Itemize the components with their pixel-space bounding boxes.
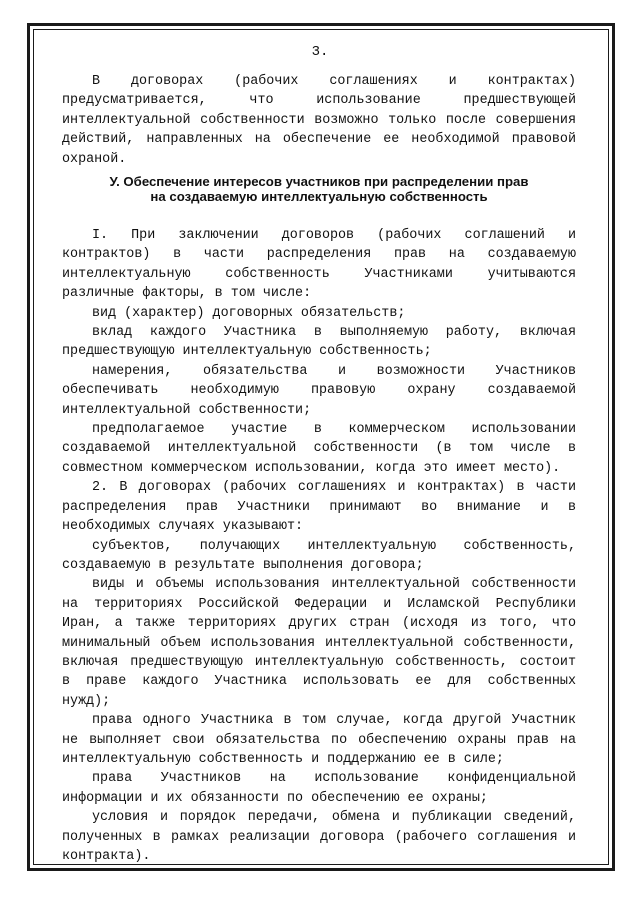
list-item-3: намерения, обязательства и возможности Участников обеспечивать необходимую правовую охрану создаваемой интеллектуальной собственности; [62, 363, 576, 418]
section-heading-line-2: на создаваемую интеллектуальную собственность [150, 189, 488, 204]
intro-block [62, 72, 576, 169]
paragraph-1: I. При заключении договоров (рабочих соглашений и контрактов) в части распределения прав на создаваемую интеллектуальную собственность Участниками учитываются различные факторы, в том числе: [62, 228, 576, 302]
paragraph-2: 2. В договорах (рабочих соглашениях и контрактах) в части распределения прав Участники принимают во внимание и в необходимых случаях указывают: [62, 480, 576, 535]
section-heading [62, 174, 576, 204]
intro-paragraph: В договорах (рабочих соглашениях и контрактах) предусматривается, что использование предшествующей интеллектуальной собственности возможно только после совершения действий, направленных на обеспечение ее необходимой правовой охраной. [62, 74, 576, 167]
list-item-6: виды и объемы использования интеллектуальной собственности на территориях Российской Федерации и Исламской Республики Иран, а также территориях других стран (исходя из того, что минимальный объем использования интеллектуальной собственности, включая предшествующую интеллектуальную собственность, состоит в праве каждого Участника использовать ее для собственных нужд); [62, 577, 576, 709]
list-item-7: права одного Участника в том случае, когда другой Участник не выполняет свои обязательства по обеспечению охраны прав на интеллектуальную собственность и поддержанию ее в силе; [62, 713, 576, 767]
list-item-9: условия и порядок передачи, обмена и публикации сведений, полученных в рамках реализации договора (рабочего соглашения и контракта). [62, 810, 576, 864]
section-heading-line-1: У. Обеспечение интересов участников при распределении прав [109, 174, 529, 189]
list-item-2: вклад каждого Участника в выполняемую работу, включая предшествующую интеллектуальную собственность; [62, 325, 576, 360]
list-item-5: субъектов, получающих интеллектуальную собственность, создаваемую в результате выполнения договора; [62, 538, 576, 573]
section-body [62, 226, 576, 866]
list-item-8: права Участников на использование конфиденциальной информации и их обязанности по обеспечению ее охраны; [62, 771, 576, 806]
page-number: 3. [311, 44, 329, 60]
list-item-4: предполагаемое участие в коммерческом использовании создаваемой интеллектуальной собственности (в том числе в совместном коммерческом использовании, когда это имеет место). [62, 422, 576, 476]
list-item-1: вид (характер) договорных обязательств; [92, 305, 406, 321]
